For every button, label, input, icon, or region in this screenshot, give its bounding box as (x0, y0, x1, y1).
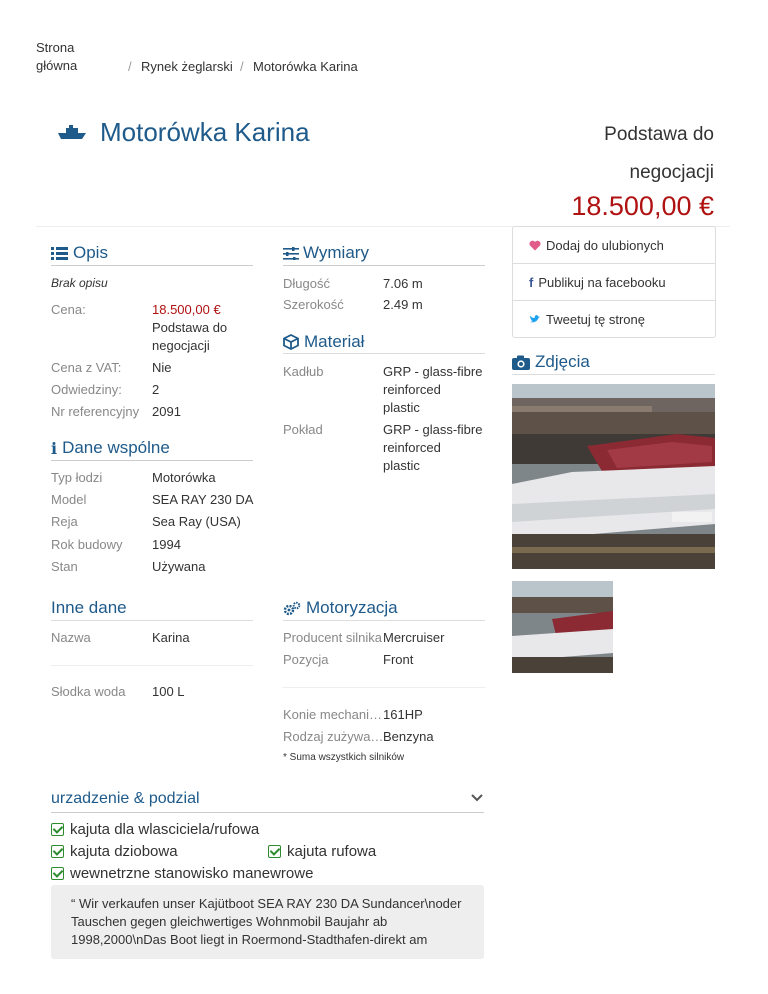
engine-maker-value: Mercruiser (383, 630, 445, 645)
sliders-icon (283, 247, 299, 260)
condition-label: Stan (51, 559, 78, 574)
material-title: Materiał (304, 332, 365, 351)
divider (283, 687, 485, 688)
deck-value: plastic (383, 458, 420, 473)
section-line (283, 620, 485, 621)
name-label: Nazwa (51, 630, 91, 645)
heart-icon (529, 240, 541, 251)
hull-value: reinforced (383, 382, 441, 397)
divider (51, 665, 253, 666)
hull-value: plastic (383, 400, 420, 415)
reference-label: Nr referencyjny (51, 404, 140, 419)
facebook-share-label[interactable]: Publikuj na facebooku (538, 274, 666, 290)
name-value: Karina (152, 630, 190, 645)
facebook-icon: f (529, 274, 534, 290)
section-line (283, 265, 485, 266)
year-value: 1994 (152, 537, 181, 552)
position-label: Pozycja (283, 652, 329, 667)
brand-value: Sea Ray (USA) (152, 514, 241, 529)
width-value: 2.49 m (383, 297, 423, 312)
position-value: Front (383, 652, 414, 667)
motor-title: Motoryzacja (306, 598, 398, 617)
price-value: 18.500,00 € (152, 302, 221, 317)
section-line (512, 374, 715, 375)
wymiary-heading (283, 243, 369, 263)
feature-label: kajuta dla wlasciciela/rufowa (70, 821, 260, 838)
tweet-label[interactable]: Tweetuj tę stronę (546, 311, 645, 327)
chevron-down-icon[interactable] (471, 789, 483, 807)
width-label: Szerokość (283, 297, 344, 312)
add-favorite-label[interactable]: Dodaj do ulubionych (546, 237, 664, 253)
opis-heading (51, 243, 108, 263)
inne-title: Inne dane (51, 598, 127, 617)
fuel-value: Benzyna (383, 729, 434, 744)
horsepower-label: Konie mechani… (283, 707, 382, 722)
motor-heading (283, 598, 398, 618)
feature-item (51, 821, 259, 838)
boat-type-label: Typ łodzi (51, 470, 103, 485)
feature-item (51, 843, 178, 860)
reference-value: 2091 (152, 404, 181, 419)
quote-line: 1998,2000\nDas Boot liegt in Roermond-Stadthafen-direkt am (71, 932, 428, 947)
breadcrumb-home-line2[interactable]: główna (36, 58, 78, 73)
ship-icon (56, 124, 88, 145)
section-line (51, 620, 253, 621)
length-value: 7.06 m (383, 276, 423, 291)
deck-value: GRP - glass-fibre (383, 422, 483, 437)
quote-line: “ Wir verkaufen unser Kajütboot SEA RAY 230 DA Sundancer\noder (71, 896, 462, 911)
feature-item (51, 865, 313, 882)
facebook-share-button[interactable] (513, 264, 715, 301)
boat-photo-thumbnail[interactable] (512, 581, 613, 673)
vat-value: Nie (152, 360, 172, 375)
cogs-icon (283, 601, 301, 616)
brand-label: Reja (51, 514, 78, 529)
visits-label: Odwiedziny: (51, 382, 122, 397)
section-line (283, 353, 485, 354)
feature-label: wewnetrzne stanowisko manewrowe (70, 865, 314, 882)
wymiary-title: Wymiary (303, 243, 369, 262)
breadcrumb-rynek[interactable]: Rynek żeglarski (141, 59, 233, 74)
breadcrumb-home-line1[interactable]: Strona (36, 40, 75, 55)
opis-title: Opis (73, 243, 108, 262)
feature-label: kajuta dziobowa (70, 843, 178, 860)
section-line (51, 265, 253, 266)
add-favorite-button[interactable] (513, 227, 715, 264)
list-icon (51, 247, 68, 260)
breadcrumb-home[interactable] (36, 40, 77, 73)
check-icon (51, 867, 64, 880)
check-icon (268, 845, 281, 858)
main-boat-photo[interactable] (512, 384, 715, 569)
cube-icon (283, 334, 299, 350)
dane-heading (51, 438, 170, 458)
boat-type-value: Motorówka (152, 470, 216, 485)
deck-label: Pokład (283, 422, 323, 437)
material-heading (283, 332, 364, 352)
price-note-value: negocjacji (152, 338, 210, 353)
water-value: 100 L (152, 684, 185, 699)
price: 18.500,00 € (571, 191, 714, 221)
description: Brak opisu (51, 276, 108, 290)
photos-title: Zdjęcia (535, 352, 590, 371)
price-label: Cena: (51, 302, 86, 317)
check-icon (51, 845, 64, 858)
breadcrumb-separator: / (240, 59, 244, 74)
camera-icon (512, 355, 530, 370)
model-value: SEA RAY 230 DA (152, 492, 254, 507)
description-quote (51, 885, 484, 959)
hull-value: GRP - glass-fibre (383, 364, 483, 379)
vat-label: Cena z VAT: (51, 360, 122, 375)
model-label: Model (51, 492, 87, 507)
price-note-line2: negocjacji (629, 162, 714, 183)
engine-maker-label: Producent silnika (283, 630, 382, 645)
fuel-label: Rodzaj zużywa… (283, 729, 384, 744)
dane-title: Dane wspólne (62, 438, 170, 457)
info-icon: i (51, 438, 58, 458)
actions-panel (512, 226, 716, 338)
visits-value: 2 (152, 382, 160, 397)
section-line (51, 460, 253, 461)
year-label: Rok budowy (51, 537, 123, 552)
hull-label: Kadłub (283, 364, 324, 379)
engine-footnote: * Suma wszystkich silników (283, 752, 405, 763)
check-icon (51, 823, 64, 836)
equipment-title[interactable]: urzadzenie & podzial (51, 790, 200, 807)
horsepower-value: 161HP (383, 707, 423, 722)
tweet-button[interactable] (513, 301, 715, 337)
section-line (51, 812, 484, 813)
page-title: Motorówka Karina (100, 117, 310, 147)
length-label: Długość (283, 276, 330, 291)
photos-heading (512, 352, 590, 372)
price-note-line1: Podstawa do (604, 124, 714, 145)
feature-item (268, 843, 376, 860)
breadcrumb-current: Motorówka Karina (253, 59, 358, 74)
feature-label: kajuta rufowa (287, 843, 377, 860)
water-label: Słodka woda (51, 684, 126, 699)
price-note-value: Podstawa do (152, 320, 228, 335)
twitter-icon (529, 314, 541, 324)
breadcrumb-separator: / (128, 59, 132, 74)
quote-line: Tauschen gegen gleichwertiges Wohnmobil Baujahr ab (71, 914, 388, 929)
deck-value: reinforced (383, 440, 441, 455)
condition-value: Używana (152, 559, 206, 574)
